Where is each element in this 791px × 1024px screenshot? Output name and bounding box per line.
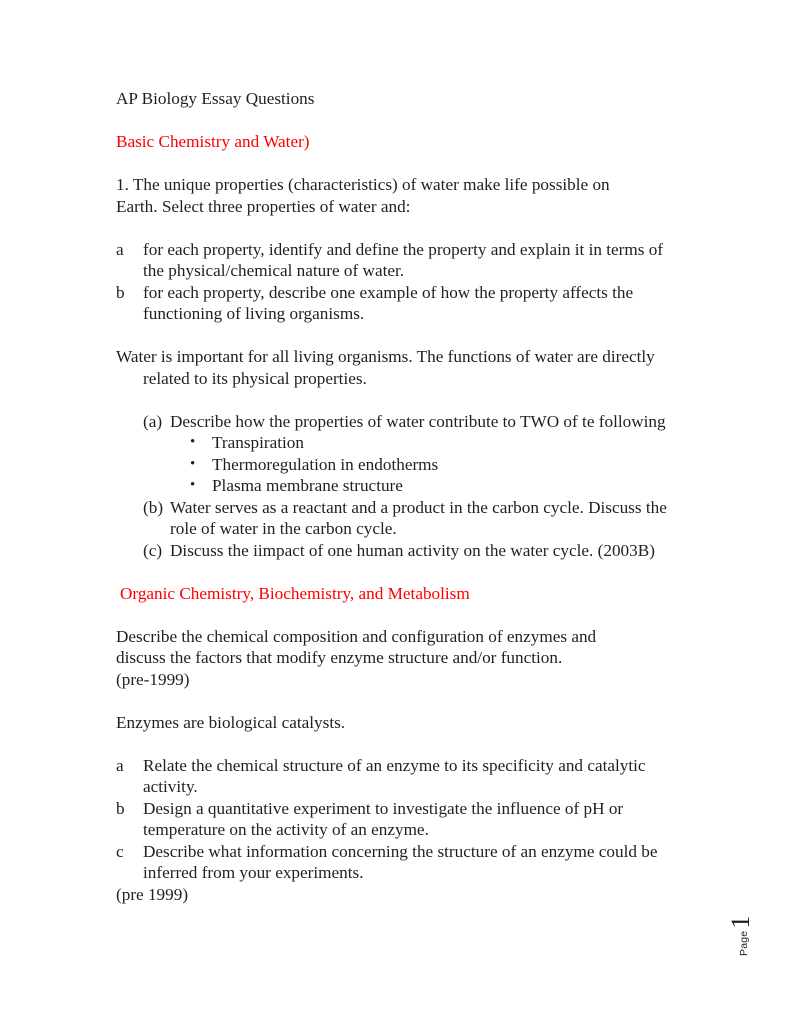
page-label: Page [738,930,750,956]
water-paren-list-bc [116,497,678,562]
spacer [116,325,678,347]
water-bullet-list [116,432,678,497]
list-item-text: Describe what information concerning the structure of an enzyme could be inferred from your experiments. [143,841,658,882]
organic-lettered-list [116,755,678,884]
list-marker: c [116,841,124,861]
organic-paragraph-line-1: Describe the chemical composition and configuration of enzymes and [116,626,597,646]
list-marker: b [116,798,125,818]
list-item-text: Design a quantitative experiment to investigate the influence of pH or temperature on the activity of an enzyme. [143,798,624,839]
list-item-text: Plasma membrane structure [212,476,403,495]
list-marker: a [116,239,124,259]
spacer [116,153,678,175]
spacer [116,604,678,626]
water-paren-list-a [116,411,678,433]
spacer [116,561,678,583]
list-item-text: Thermoregulation in endotherms [212,454,439,474]
section-heading-organic-chemistry: Organic Chemistry, Biochemistry, and Metabolism [120,583,470,603]
organic-closing-note: (pre 1999) [116,884,189,904]
spacer [116,217,678,239]
list-item [116,239,678,282]
spacer [116,690,678,712]
page-number: 1 [726,915,755,929]
document-body [116,88,678,905]
spacer [116,389,678,411]
list-item [190,454,678,476]
list-item [143,540,678,562]
list-item [190,475,678,497]
bullet-icon: • [190,455,196,472]
spacer [116,733,678,755]
list-marker: a [116,755,124,775]
question-1-line-1: 1. The unique properties (characteristics) of water make life possible on [116,175,610,194]
list-item [143,497,678,540]
list-item-text: Describe how the properties of water contribute to TWO of te following [170,411,666,431]
list-item-text: Relate the chemical structure of an enzyme to its specificity and catalytic activity. [143,755,646,796]
water-lettered-list [116,239,678,325]
list-item [116,841,678,884]
page-footer [718,862,758,956]
list-item [116,798,678,841]
list-marker: b [116,282,125,302]
list-marker: (b) [143,497,164,517]
page-footer-rotated-label [724,866,754,956]
spacer [116,110,678,132]
list-item [116,755,678,798]
list-item-text: Water serves as a reactant and a product in the carbon cycle. Discuss the role of water in the carbon cycle. [170,497,667,538]
section-heading-basic-chemistry: Basic Chemistry and Water) [116,132,310,151]
list-item [143,411,678,433]
water-intro-paragraph: Water is important for all living organisms. The functions of water are directly related to its physical properties. [116,347,655,388]
question-1-line-2: Earth. Select three properties of water and: [116,196,411,216]
list-item-text: for each property, identify and define the property and explain it in terms of the physical/chemical nature of water. [143,239,664,280]
list-item [116,282,678,325]
list-marker: (a) [143,411,163,431]
organic-paragraph-2: Enzymes are biological catalysts. [116,712,346,732]
list-marker: (c) [143,540,163,560]
list-item-text: Discuss the iimpact of one human activity on the water cycle. (2003B) [170,540,655,560]
list-item [190,432,678,454]
bullet-icon: • [190,434,196,450]
organic-paragraph-year-note: (pre-1999) [116,669,190,689]
organic-paragraph-line-2: discuss the factors that modify enzyme structure and/or function. [116,648,563,667]
bullet-icon: • [190,477,196,493]
list-item-text: for each property, describe one example of how the property affects the functioning of living organisms. [143,282,634,323]
list-item-text: Transpiration [212,433,304,452]
page-title: AP Biology Essay Questions [116,89,315,108]
